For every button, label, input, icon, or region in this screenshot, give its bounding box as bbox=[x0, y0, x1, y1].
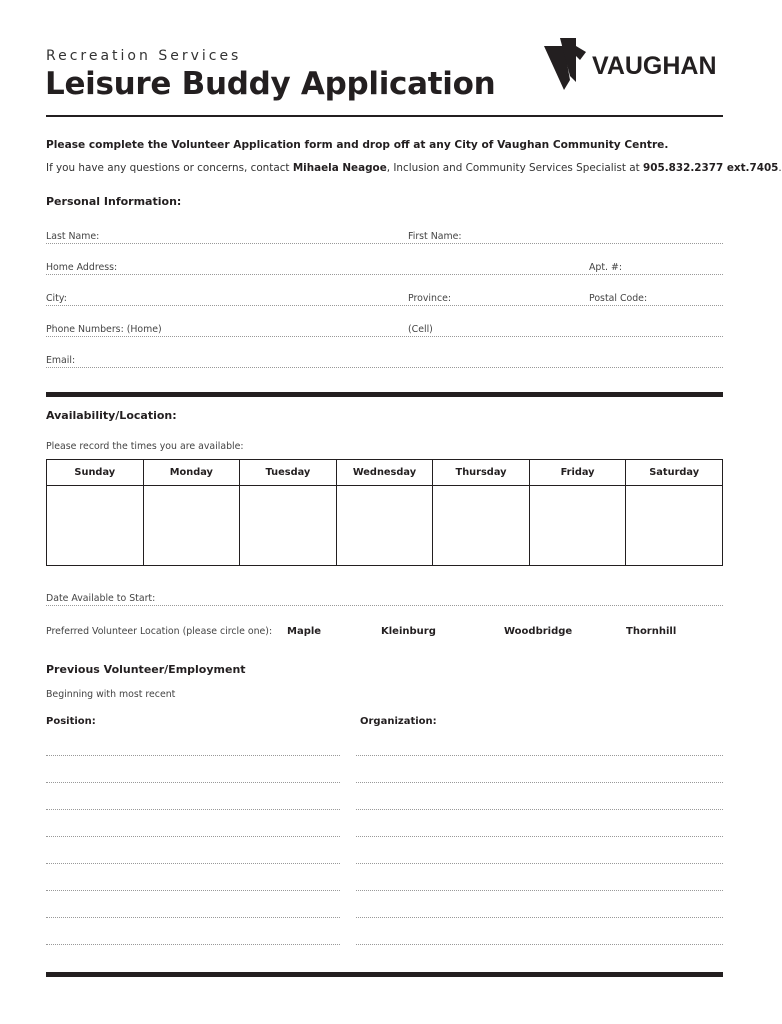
position-label: Position: bbox=[46, 716, 96, 727]
availability-cell-friday[interactable] bbox=[529, 486, 626, 566]
vaughan-logo-mark bbox=[542, 36, 724, 92]
day-header-friday: Friday bbox=[529, 460, 626, 486]
name-field-line[interactable] bbox=[46, 243, 723, 244]
contact-phone: 905.832.2377 ext.7405 bbox=[643, 162, 779, 174]
email-field-line[interactable] bbox=[46, 367, 723, 368]
position-line[interactable] bbox=[46, 917, 340, 918]
personal-info-heading: Personal Information: bbox=[46, 195, 182, 208]
date-start-label: Date Available to Start: bbox=[46, 593, 156, 604]
availability-note: Please record the times you are available: bbox=[46, 441, 244, 452]
availability-header-row bbox=[47, 460, 723, 486]
contact-middle: , Inclusion and Community Services Specialist at bbox=[386, 162, 644, 174]
position-line[interactable] bbox=[46, 809, 340, 810]
availability-cell-sunday[interactable] bbox=[47, 486, 144, 566]
location-option-woodbridge[interactable]: Woodbridge bbox=[504, 626, 573, 637]
day-header-saturday: Saturday bbox=[626, 460, 723, 486]
contact-prefix: If you have any questions or concerns, contact bbox=[46, 162, 293, 174]
position-line[interactable] bbox=[46, 944, 340, 945]
department-label: Recreation Services bbox=[46, 48, 242, 64]
postal-code-label: Postal Code: bbox=[589, 293, 648, 304]
position-line[interactable] bbox=[46, 863, 340, 864]
form-title: Leisure Buddy Application bbox=[45, 66, 496, 102]
city-label: City: bbox=[46, 293, 67, 304]
phone-home-label: Phone Numbers: (Home) bbox=[46, 324, 162, 335]
location-option-kleinburg[interactable]: Kleinburg bbox=[381, 626, 436, 637]
availability-cell-wednesday[interactable] bbox=[336, 486, 433, 566]
availability-table bbox=[46, 459, 723, 566]
contact-suffix: . bbox=[778, 162, 782, 174]
organization-line[interactable] bbox=[356, 863, 723, 864]
home-address-label: Home Address: bbox=[46, 262, 118, 273]
position-line[interactable] bbox=[46, 890, 340, 891]
position-line[interactable] bbox=[46, 782, 340, 783]
previous-heading: Previous Volunteer/Employment bbox=[46, 663, 246, 676]
date-start-field-line[interactable] bbox=[46, 605, 723, 606]
organization-line[interactable] bbox=[356, 755, 723, 756]
section-divider bbox=[46, 392, 723, 397]
footer-divider bbox=[46, 972, 723, 977]
availability-cell-saturday[interactable] bbox=[626, 486, 723, 566]
address-field-line[interactable] bbox=[46, 274, 723, 275]
organization-line[interactable] bbox=[356, 782, 723, 783]
previous-note: Beginning with most recent bbox=[46, 689, 176, 700]
vaughan-logo bbox=[542, 36, 724, 92]
last-name-label: Last Name: bbox=[46, 231, 100, 242]
day-header-tuesday: Tuesday bbox=[240, 460, 337, 486]
day-header-sunday: Sunday bbox=[47, 460, 144, 486]
day-header-wednesday: Wednesday bbox=[336, 460, 433, 486]
location-prompt: Preferred Volunteer Location (please circle one): bbox=[46, 626, 273, 637]
day-header-thursday: Thursday bbox=[433, 460, 530, 486]
contact-line bbox=[46, 162, 782, 174]
position-line[interactable] bbox=[46, 755, 340, 756]
logo-wordmark: VAUGHAN bbox=[592, 52, 717, 80]
instructions: Please complete the Volunteer Application form and drop off at any City of Vaughan Community Centre. bbox=[46, 139, 669, 151]
city-field-line[interactable] bbox=[46, 305, 723, 306]
location-option-thornhill[interactable]: Thornhill bbox=[626, 626, 677, 637]
location-option-maple[interactable]: Maple bbox=[287, 626, 322, 637]
position-line[interactable] bbox=[46, 836, 340, 837]
header-rule bbox=[46, 115, 723, 117]
availability-heading: Availability/Location: bbox=[46, 409, 177, 422]
phone-field-line[interactable] bbox=[46, 336, 723, 337]
availability-cell-monday[interactable] bbox=[143, 486, 240, 566]
organization-label: Organization: bbox=[360, 716, 437, 727]
availability-cell-thursday[interactable] bbox=[433, 486, 530, 566]
apt-label: Apt. #: bbox=[589, 262, 623, 273]
email-label: Email: bbox=[46, 355, 76, 366]
phone-cell-label: (Cell) bbox=[408, 324, 433, 335]
organization-line[interactable] bbox=[356, 836, 723, 837]
organization-line[interactable] bbox=[356, 917, 723, 918]
first-name-label: First Name: bbox=[408, 231, 462, 242]
organization-line[interactable] bbox=[356, 809, 723, 810]
contact-name: Mihaela Neagoe bbox=[292, 162, 387, 174]
organization-line[interactable] bbox=[356, 944, 723, 945]
day-header-monday: Monday bbox=[143, 460, 240, 486]
organization-line[interactable] bbox=[356, 890, 723, 891]
availability-input-row bbox=[47, 486, 723, 566]
province-label: Province: bbox=[408, 293, 452, 304]
availability-cell-tuesday[interactable] bbox=[240, 486, 337, 566]
